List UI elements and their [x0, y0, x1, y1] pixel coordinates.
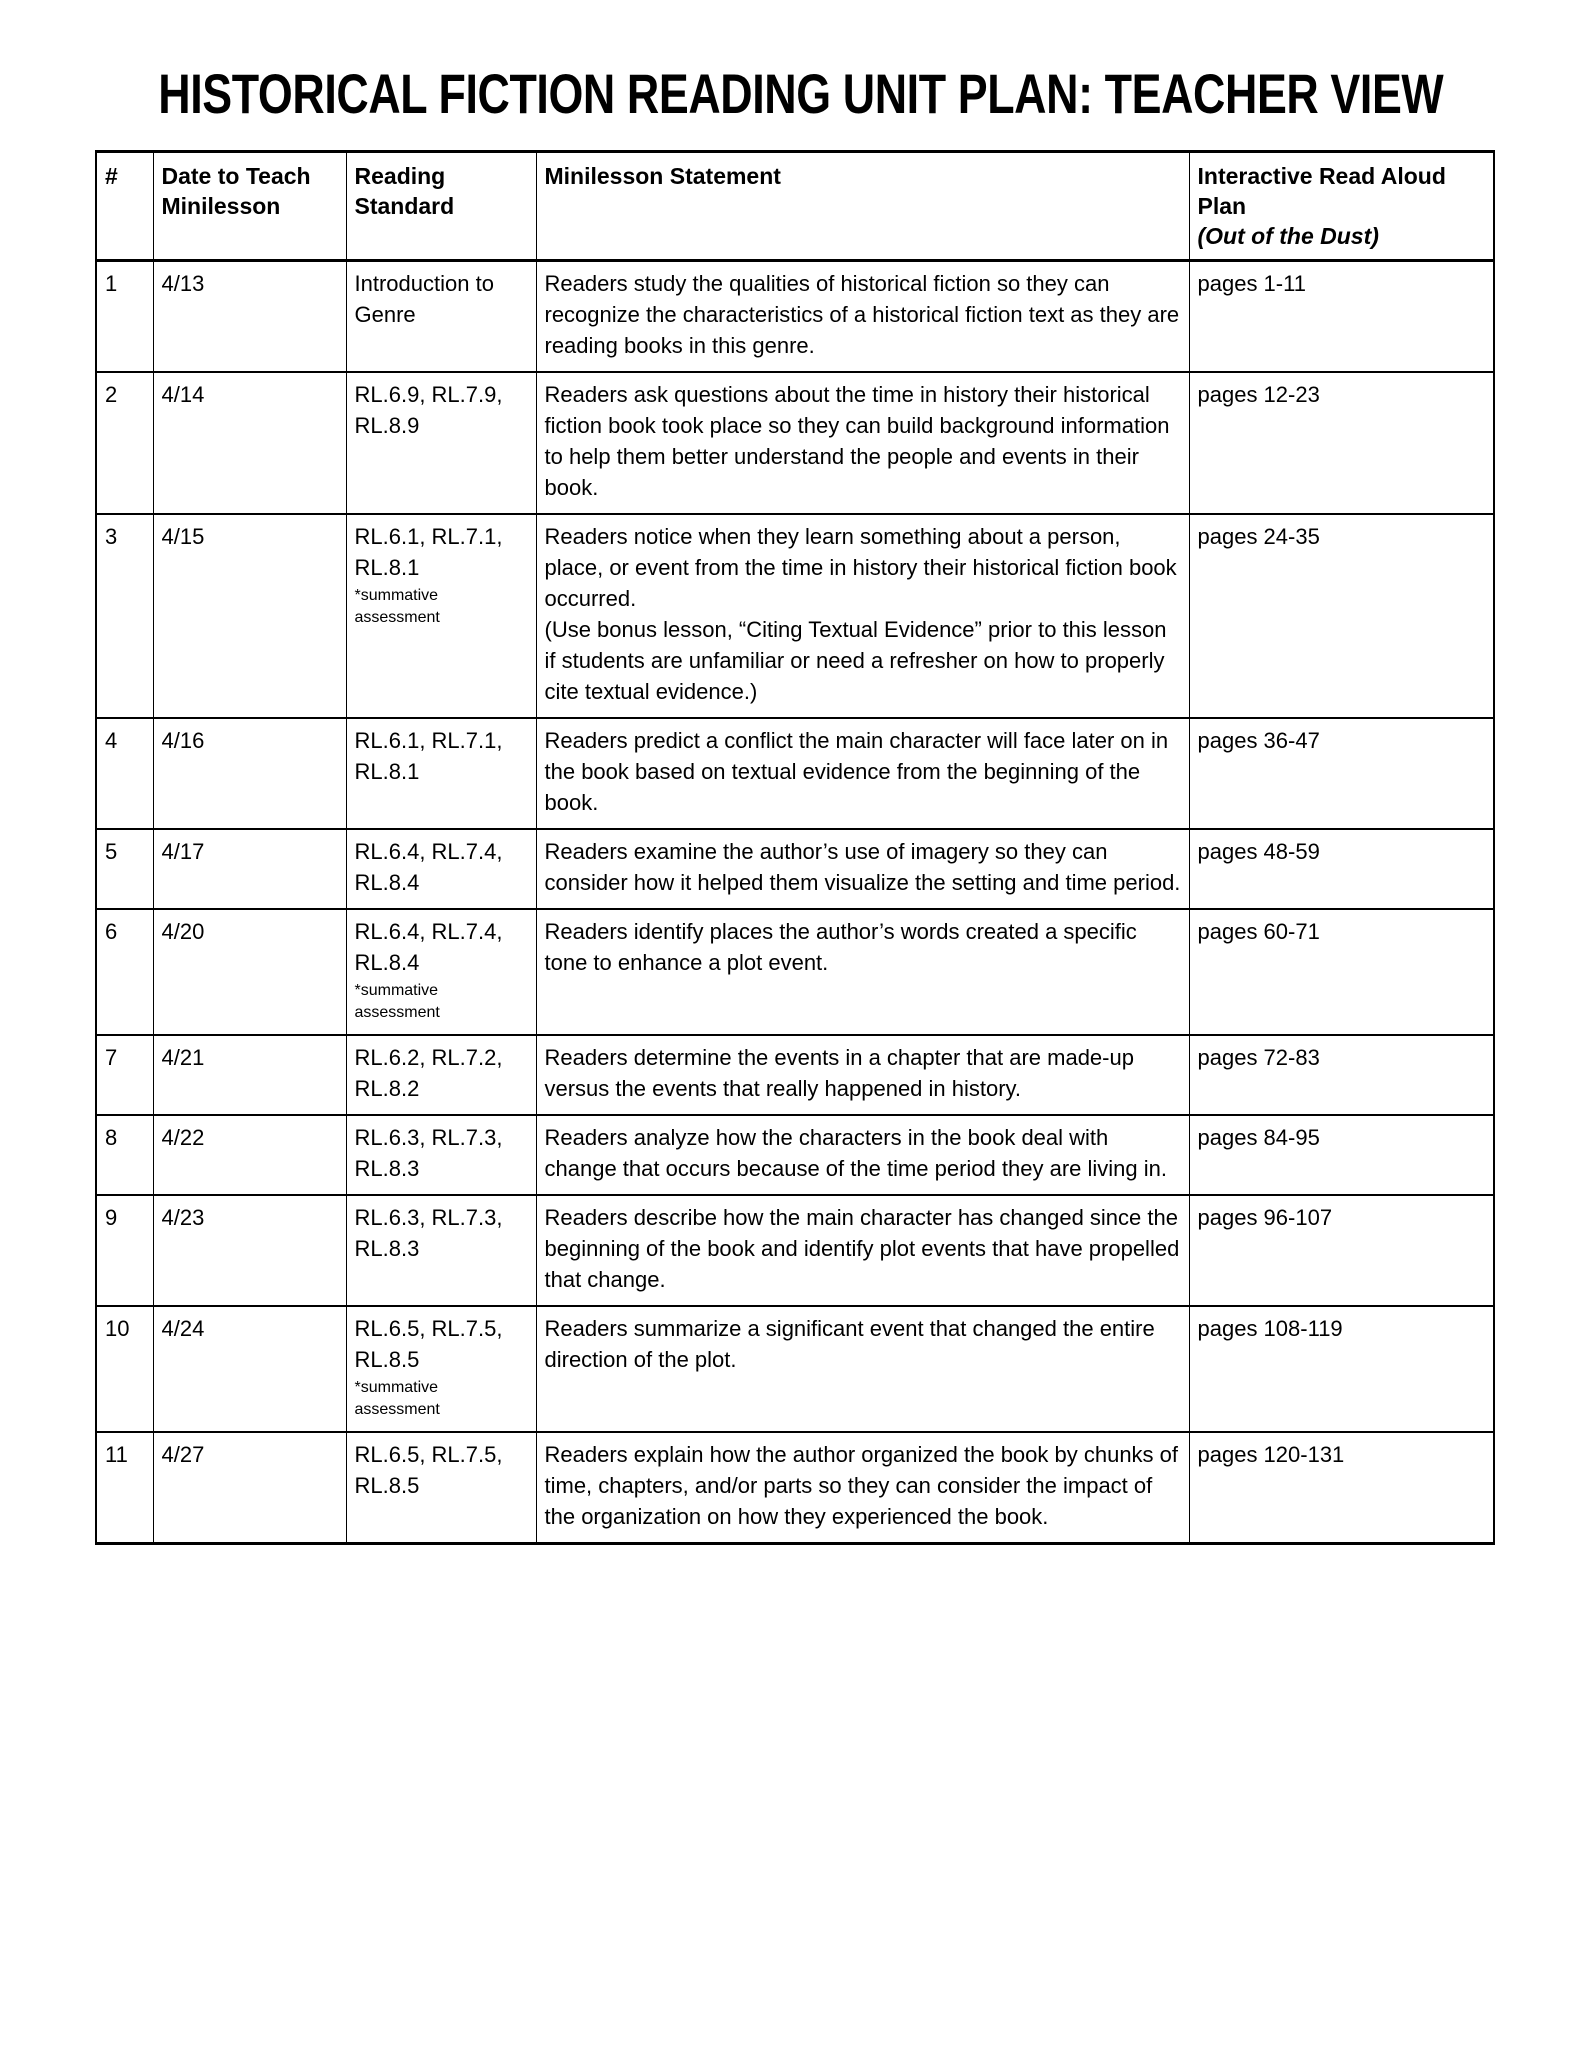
table-row — [96, 514, 1494, 718]
table-header — [96, 152, 1494, 261]
row-number: 6 — [96, 909, 153, 1035]
row-reading-standard — [346, 372, 536, 514]
row-minilesson-text: Readers analyze how the characters in the book deal with change that occurs because of the time period they are living in. — [544, 1125, 1167, 1181]
row-number: 9 — [96, 1195, 153, 1306]
row-minilesson-statement — [536, 514, 1189, 718]
row-date-to-teach: 4/21 — [153, 1035, 346, 1115]
row-minilesson-text: Readers ask questions about the time in history their historical fiction book took place so they can build background information to help them better understand the people and events in their book. — [544, 382, 1170, 500]
row-minilesson-bonus-note: (Use bonus lesson, “Citing Textual Evidence” prior to this lesson if students are unfamiliar or need a refresher on how to properly cite textual evidence.) — [544, 617, 1167, 704]
row-read-aloud-pages: pages 12-23 — [1189, 372, 1494, 514]
table-row — [96, 1115, 1494, 1195]
row-reading-standard-codes: RL.6.3, RL.7.3, RL.8.3 — [354, 1125, 503, 1181]
row-minilesson-statement — [536, 909, 1189, 1035]
table-row — [96, 1035, 1494, 1115]
row-minilesson-text: Readers notice when they learn something about a person, place, or event from the time in history their historical fiction book occurred. — [544, 524, 1177, 611]
row-date-to-teach: 4/14 — [153, 372, 346, 514]
row-reading-standard-codes: RL.6.2, RL.7.2, RL.8.2 — [354, 1045, 503, 1101]
row-read-aloud-pages: pages 1-11 — [1189, 261, 1494, 373]
row-minilesson-statement — [536, 718, 1189, 829]
row-summative-assessment-note: *summative assessment — [354, 1379, 440, 1418]
row-reading-standard-codes: Introduction to Genre — [354, 271, 494, 327]
table-row — [96, 909, 1494, 1035]
row-reading-standard — [346, 909, 536, 1035]
row-minilesson-text: Readers determine the events in a chapter that are made-up versus the events that really happened in history. — [544, 1045, 1134, 1101]
row-read-aloud-pages: pages 48-59 — [1189, 829, 1494, 909]
row-minilesson-statement — [536, 1035, 1189, 1115]
row-number: 4 — [96, 718, 153, 829]
row-reading-standard-codes: RL.6.9, RL.7.9, RL.8.9 — [354, 382, 503, 438]
table-body — [96, 261, 1494, 1544]
row-date-to-teach: 4/27 — [153, 1432, 346, 1544]
row-read-aloud-pages: pages 24-35 — [1189, 514, 1494, 718]
column-header-date: Date to Teach Minilesson — [153, 152, 346, 261]
row-reading-standard — [346, 1195, 536, 1306]
row-read-aloud-pages: pages 84-95 — [1189, 1115, 1494, 1195]
unit-plan-table — [95, 150, 1495, 1545]
row-number: 11 — [96, 1432, 153, 1544]
table-row — [96, 1432, 1494, 1544]
row-minilesson-statement — [536, 261, 1189, 373]
column-header-read-aloud-label: Interactive Read Aloud Plan — [1197, 163, 1446, 219]
row-date-to-teach: 4/15 — [153, 514, 346, 718]
row-date-to-teach: 4/13 — [153, 261, 346, 373]
row-minilesson-statement — [536, 1306, 1189, 1432]
row-number: 7 — [96, 1035, 153, 1115]
row-reading-standard-codes: RL.6.3, RL.7.3, RL.8.3 — [354, 1205, 503, 1261]
column-header-read-aloud — [1189, 152, 1494, 261]
row-number: 8 — [96, 1115, 153, 1195]
column-header-read-aloud-book: (Out of the Dust) — [1197, 223, 1379, 249]
row-date-to-teach: 4/23 — [153, 1195, 346, 1306]
row-reading-standard — [346, 829, 536, 909]
row-minilesson-statement — [536, 1115, 1189, 1195]
row-read-aloud-pages: pages 96-107 — [1189, 1195, 1494, 1306]
row-reading-standard — [346, 1432, 536, 1544]
row-reading-standard — [346, 1306, 536, 1432]
row-summative-assessment-note: *summative assessment — [354, 982, 440, 1021]
row-minilesson-statement — [536, 1195, 1189, 1306]
row-reading-standard-codes: RL.6.1, RL.7.1, RL.8.1 — [354, 524, 503, 580]
row-read-aloud-pages: pages 60-71 — [1189, 909, 1494, 1035]
row-read-aloud-pages: pages 120-131 — [1189, 1432, 1494, 1544]
table-header-row — [96, 152, 1494, 261]
table-row — [96, 261, 1494, 373]
row-minilesson-statement — [536, 1432, 1189, 1544]
row-reading-standard-codes: RL.6.5, RL.7.5, RL.8.5 — [354, 1316, 503, 1372]
table-row — [96, 718, 1494, 829]
row-reading-standard — [346, 1035, 536, 1115]
row-minilesson-statement — [536, 829, 1189, 909]
row-minilesson-text: Readers examine the author’s use of imagery so they can consider how it helped them visualize the setting and time period. — [544, 839, 1181, 895]
row-summative-assessment-note: *summative assessment — [354, 587, 440, 626]
row-date-to-teach: 4/16 — [153, 718, 346, 829]
row-minilesson-text: Readers identify places the author’s words created a specific tone to enhance a plot event. — [544, 919, 1137, 975]
row-reading-standard — [346, 514, 536, 718]
row-number: 5 — [96, 829, 153, 909]
table-row — [96, 372, 1494, 514]
row-minilesson-text: Readers describe how the main character has changed since the beginning of the book and identify plot events that have propelled that change. — [544, 1205, 1180, 1292]
table-row — [96, 1195, 1494, 1306]
column-header-standard: Reading Standard — [346, 152, 536, 261]
row-minilesson-statement — [536, 372, 1189, 514]
row-reading-standard — [346, 718, 536, 829]
row-date-to-teach: 4/24 — [153, 1306, 346, 1432]
row-minilesson-text: Readers predict a conflict the main character will face later on in the book based on textual evidence from the beginning of the book. — [544, 728, 1169, 815]
row-minilesson-text: Readers study the qualities of historical fiction so they can recognize the characteristics of a historical fiction text as they are reading books in this genre. — [544, 271, 1180, 358]
row-date-to-teach: 4/17 — [153, 829, 346, 909]
row-reading-standard-codes: RL.6.4, RL.7.4, RL.8.4 — [354, 839, 503, 895]
row-number: 3 — [96, 514, 153, 718]
row-read-aloud-pages: pages 108-119 — [1189, 1306, 1494, 1432]
row-date-to-teach: 4/22 — [153, 1115, 346, 1195]
page-title: HISTORICAL FICTION READING UNIT PLAN: TEACHER VIEW — [158, 62, 1444, 125]
row-minilesson-text: Readers summarize a significant event that changed the entire direction of the plot. — [544, 1316, 1155, 1372]
row-number: 1 — [96, 261, 153, 373]
row-read-aloud-pages: pages 72-83 — [1189, 1035, 1494, 1115]
column-header-minilesson: Minilesson Statement — [536, 152, 1189, 261]
row-reading-standard-codes: RL.6.5, RL.7.5, RL.8.5 — [354, 1442, 503, 1498]
row-reading-standard — [346, 1115, 536, 1195]
row-reading-standard-codes: RL.6.4, RL.7.4, RL.8.4 — [354, 919, 503, 975]
row-minilesson-text: Readers explain how the author organized the book by chunks of time, chapters, and/or parts so they can consider the impact of the organization on how they experienced the book. — [544, 1442, 1179, 1529]
row-reading-standard — [346, 261, 536, 373]
row-date-to-teach: 4/20 — [153, 909, 346, 1035]
column-header-number: # — [96, 152, 153, 261]
table-row — [96, 1306, 1494, 1432]
row-read-aloud-pages: pages 36-47 — [1189, 718, 1494, 829]
row-number: 10 — [96, 1306, 153, 1432]
row-reading-standard-codes: RL.6.1, RL.7.1, RL.8.1 — [354, 728, 503, 784]
row-number: 2 — [96, 372, 153, 514]
table-row — [96, 829, 1494, 909]
